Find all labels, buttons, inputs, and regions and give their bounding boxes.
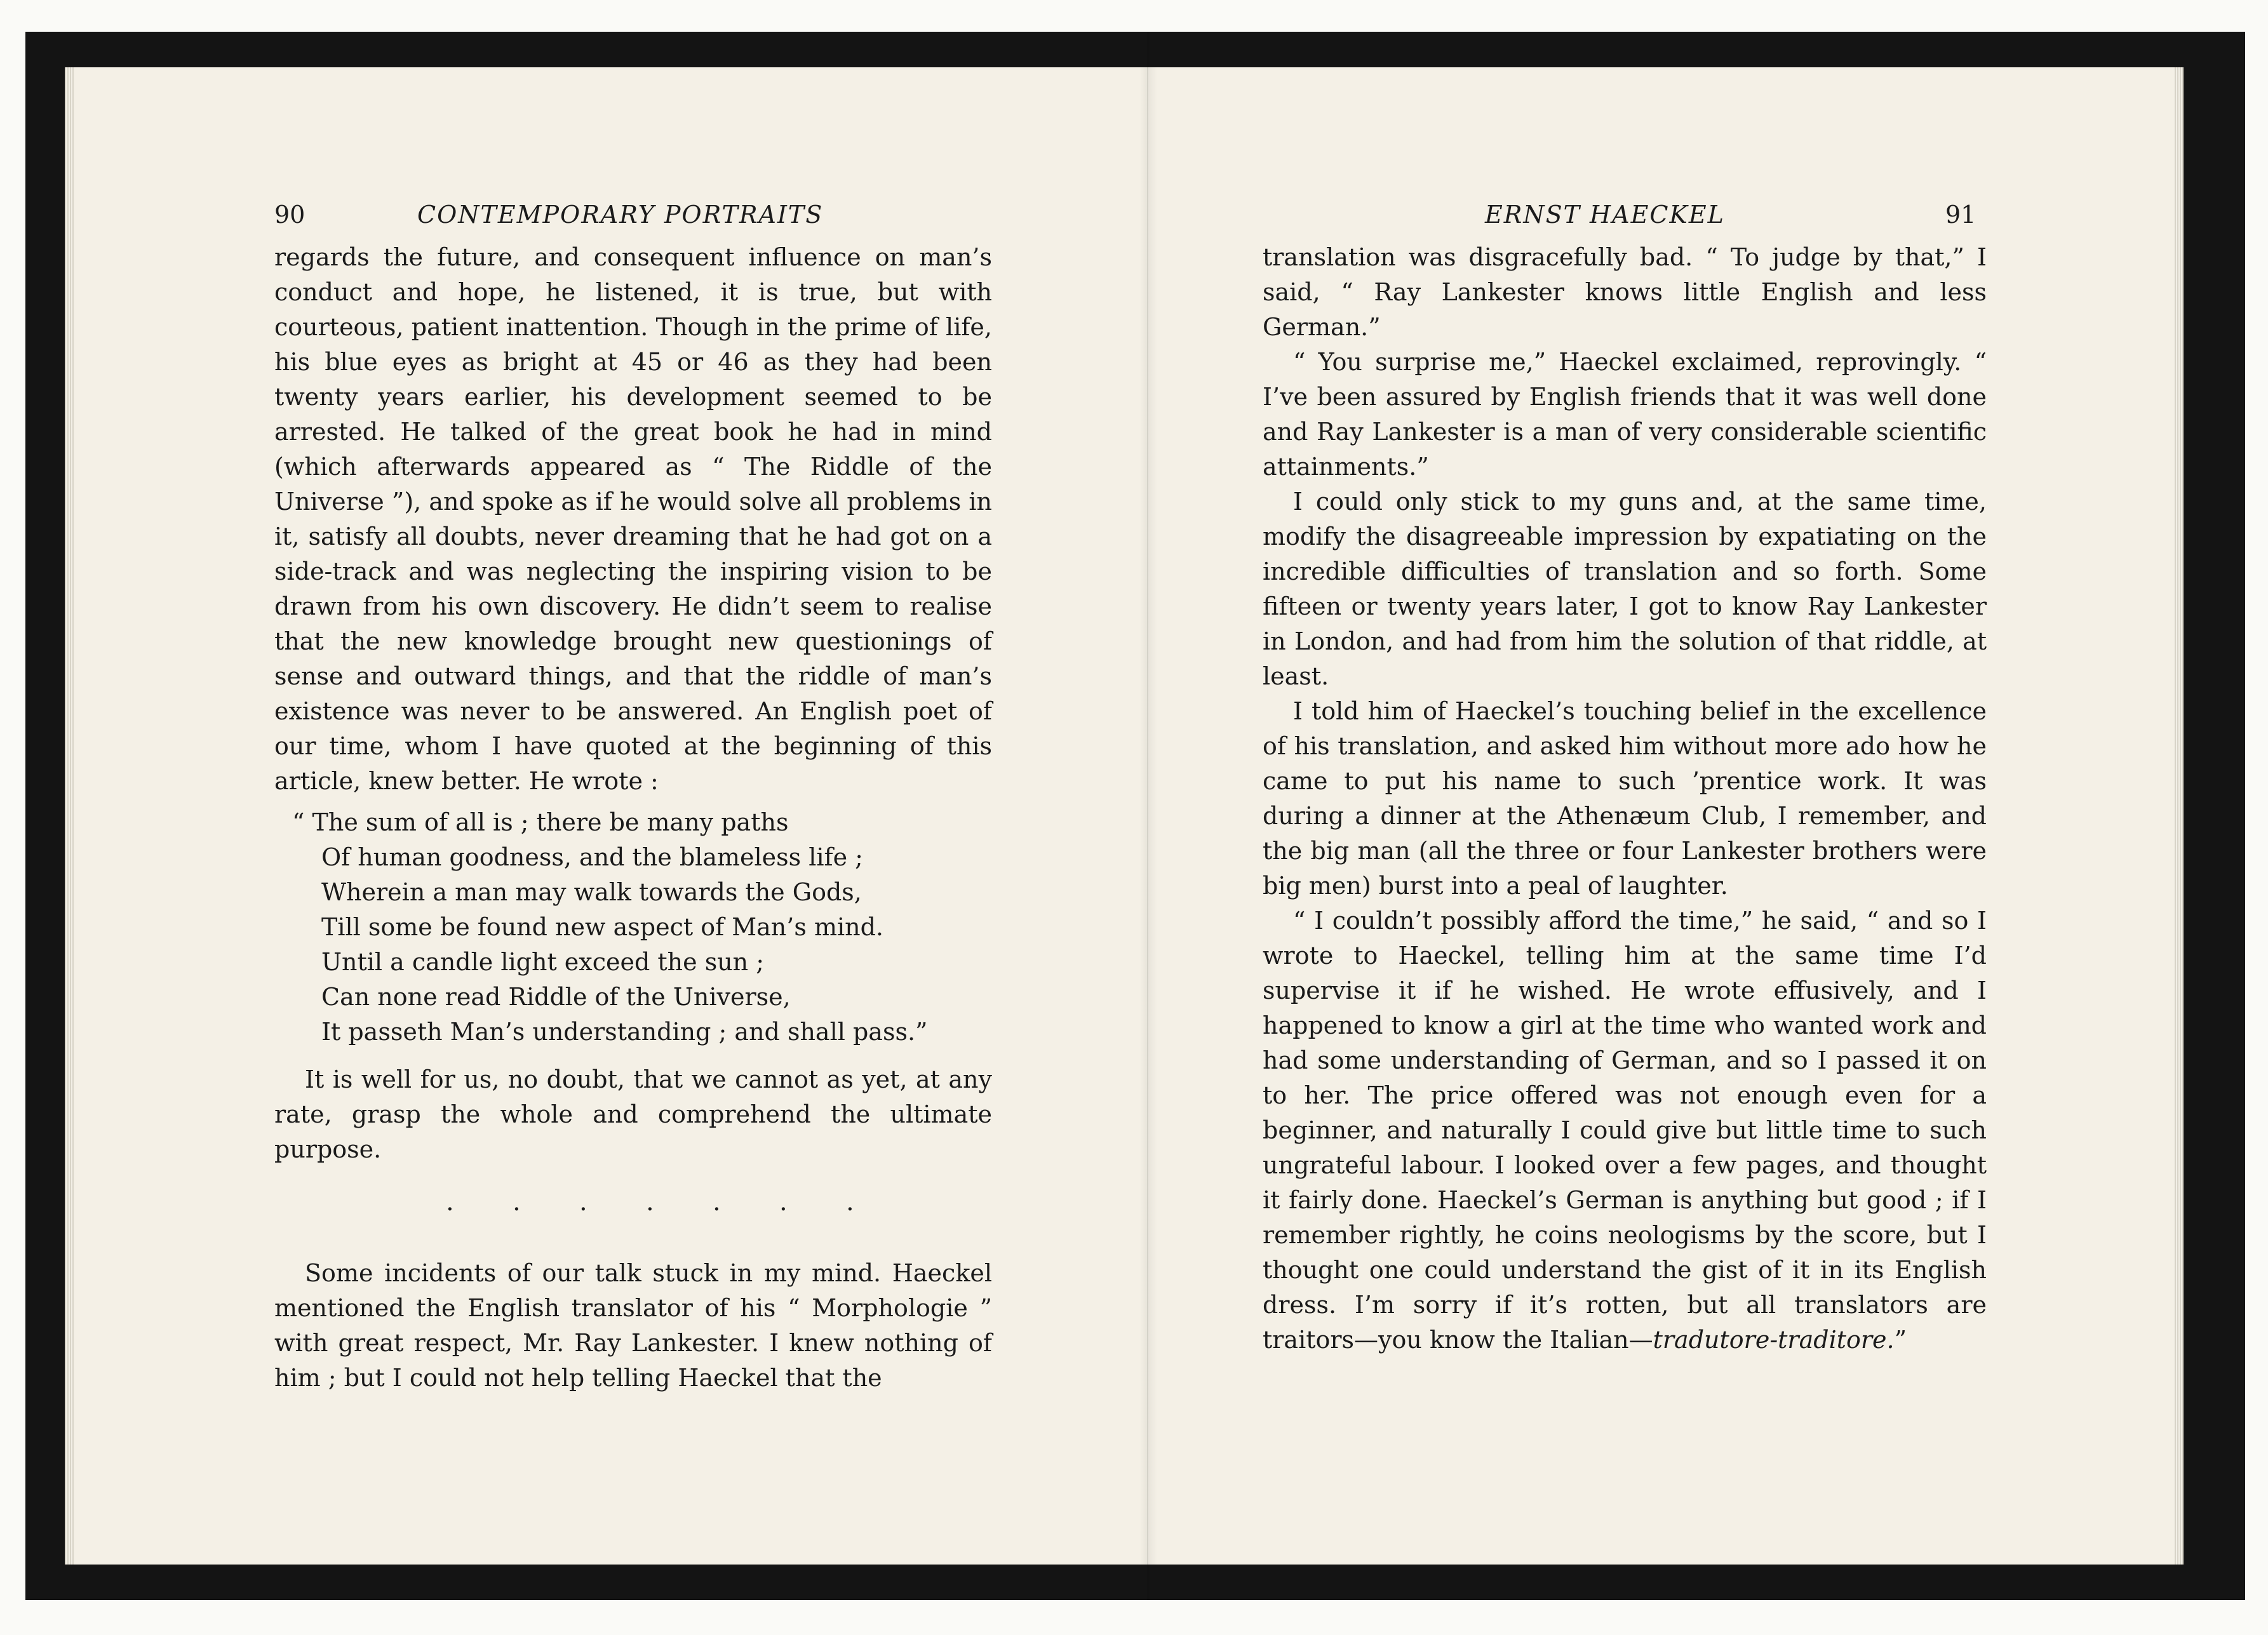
right-paragraph-1: translation was disgracefully bad. “ To judge by that,” I said, “ Ray Lankester knows little English and less German.”	[1263, 243, 1987, 341]
verse-line: “ The sum of all is ; there be many paths	[292, 808, 789, 836]
section-break-dot: .	[713, 1187, 721, 1217]
left-running-head	[274, 201, 992, 232]
open-book	[25, 32, 2245, 1600]
left-running-title: CONTEMPORARY PORTRAITS	[417, 201, 824, 229]
right-paragraph-5-text: “ I couldn’t possibly afford the time,” he said, “ and so I wrote to Haeckel, telling him at the same time I’d supervise it if he wished. He wrote effusively, and I happened to know a girl at the time who wanted work and had some understanding of German, and so I passed it on to her. The price offered was not enough even for a beginner, and naturally I could give but little time to such ungrateful labour. I looked over a few pages, and thought it fairly done. Haeckel’s German is anything but good ; if I remember rightly, he coins neologisms by the score, but I thought one could understand the gist of it in its English dress. I’m sorry if it’s rotten, but all translators are traitors—you know the Italian—	[1263, 907, 1987, 1354]
right-paragraph-3: I could only stick to my guns and, at the same time, modify the disagreeable impression by expatiating on the incredible difficulties of translation and so forth. Some fifteen or twenty years later, I got to know Ray Lankester in London, and had from him the solution of that riddle, at least.	[1263, 488, 1987, 690]
right-page-number: 91	[1945, 201, 1976, 229]
section-break-dot: .	[846, 1187, 854, 1217]
verse-line: Can none read Riddle of the Universe,	[321, 983, 791, 1011]
left-page	[65, 67, 1148, 1565]
left-paragraph-2: It is well for us, no doubt, that we cannot as yet, at any rate, grasp the whole and comprehend the ultimate purpose.	[274, 1065, 992, 1163]
left-paragraph-3: Some incidents of our talk stuck in my mind. Haeckel mentioned the English translator of his “ Morphologie ” with great respect, Mr. Ray Lankester. I knew nothing of him ; but I could not help telling Haeckel that the	[274, 1259, 992, 1392]
closing-quote: ”	[1894, 1326, 1907, 1354]
italian-proverb: tradutore-traditore.	[1653, 1326, 1895, 1354]
verse-line: Of human goodness, and the blameless life ;	[321, 843, 863, 871]
page-edge-left	[65, 67, 74, 1565]
verse-line: Till some be found new aspect of Man’s mind.	[321, 913, 884, 941]
right-running-title: ERNST HAECKEL	[1485, 201, 1725, 229]
right-paragraph-2: “ You surprise me,” Haeckel exclaimed, reprovingly. “ I’ve been assured by English friends that it was well done and Ray Lankester is a man of very considerable scientific attainments.”	[1263, 348, 1987, 481]
right-page-text	[1263, 240, 1987, 1358]
left-paragraph-1: regards the future, and consequent influence on man’s conduct and hope, he listened, it is true, but with courteous, patient inattention. Though in the prime of life, his blue eyes as bright at 45 or 46 as they had been twenty years earlier, his development seemed to be arrested. He talked of the great book he had in mind (which afterwards appeared as “ The Riddle of the Universe ”), and spoke as if he would solve all problems in it, satisfy all doubts, never dreaming that he had got on a side-track and was neglecting the inspiring vision to be drawn from his own discovery. He didn’t seem to realise that the new knowledge brought new questionings of sense and outward things, and that the riddle of man’s existence was never to be answered. An English poet of our time, whom I have quoted at the beginning of this article, knew better. He wrote :	[274, 243, 992, 795]
section-break-dot: .	[513, 1187, 521, 1217]
right-paragraph-5	[1263, 904, 1987, 1358]
section-break	[274, 1167, 992, 1237]
left-page-number: 90	[274, 201, 305, 229]
right-page	[1148, 67, 2184, 1565]
section-break-dot: .	[579, 1187, 587, 1217]
right-running-head	[1263, 201, 1987, 232]
verse-line: Wherein a man may walk towards the Gods,	[321, 878, 862, 906]
verse-line: It passeth Man’s understanding ; and shall pass.”	[321, 1018, 928, 1046]
section-break-dot: .	[779, 1187, 788, 1217]
verse-line: Until a candle light exceed the sun ;	[321, 948, 765, 976]
section-break-dot: .	[646, 1187, 654, 1217]
page-edge-right	[2175, 67, 2184, 1565]
section-break-dot: .	[446, 1187, 454, 1217]
verse-quotation	[292, 805, 992, 1050]
left-page-text	[274, 240, 992, 1396]
right-paragraph-4: I told him of Haeckel’s touching belief in the excellence of his translation, and asked him without more ado how he came to put his name to such ’prentice work. It was during a dinner at the Athenæum Club, I remember, and the big man (all the three or four Lankester brothers were big men) burst into a peal of laughter.	[1263, 697, 1987, 900]
